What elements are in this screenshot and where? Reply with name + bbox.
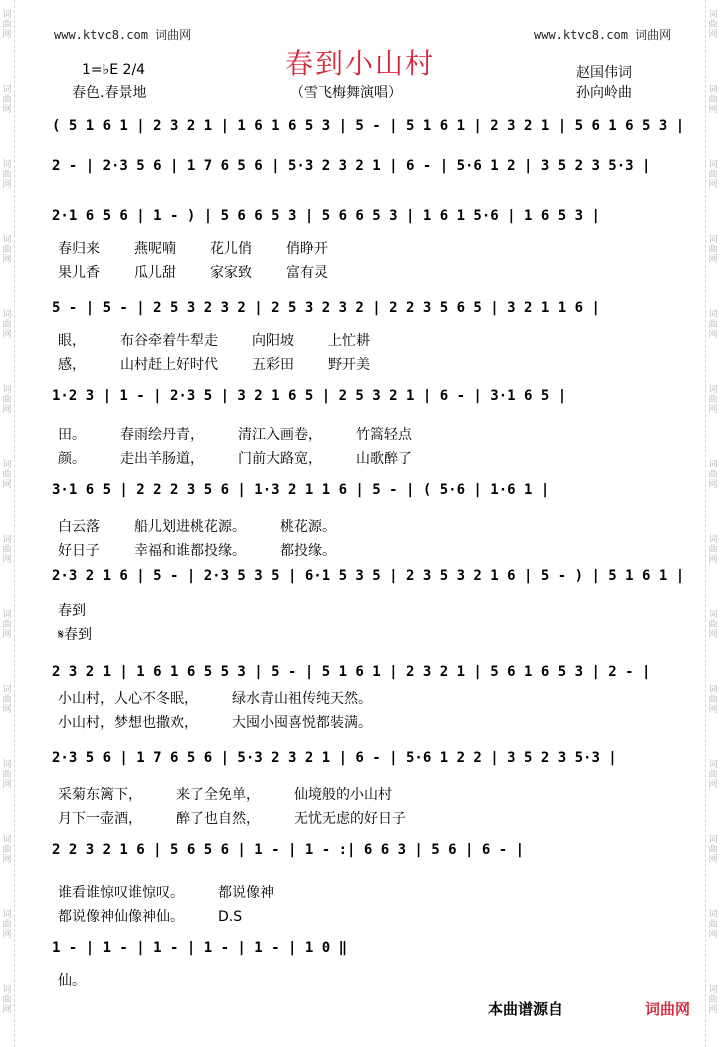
notation-row: 2·3 2 1 6 | 5 - | 2·3 5 3 5 | 6·1 5 3 5 | 2 3 5 3 2 1 6 | 5 - ) | 5 1 6 1 | bbox=[52, 568, 685, 584]
lyric-phrase: 仙。 bbox=[58, 973, 86, 989]
lyric-phrase: 竹篙轻点 bbox=[356, 427, 412, 443]
watermark-text: 词 曲 网 bbox=[708, 160, 718, 190]
lyric-row bbox=[58, 540, 658, 560]
lyric-phrase: 走出羊肠道， bbox=[120, 451, 204, 467]
lyric-row bbox=[58, 448, 658, 468]
lyric-phrase: 感， bbox=[58, 357, 86, 373]
lyric-row bbox=[58, 970, 658, 990]
lyric-phrase: 颜。 bbox=[58, 451, 86, 467]
lyric-row bbox=[58, 906, 658, 926]
lyric-phrase: 桃花源。 bbox=[280, 519, 336, 535]
notation-row: 3·1 6 5 | 2 2 2 3 5 6 | 1·3 2 1 1 6 | 5 - | ( 5·6 | 1·6 1 | bbox=[52, 482, 550, 498]
header-right bbox=[534, 26, 671, 43]
watermark-text: 词 曲 网 bbox=[708, 685, 718, 715]
lyric-phrase: 五彩田 bbox=[252, 357, 294, 373]
watermark-text: 词 曲 网 bbox=[2, 985, 12, 1015]
lyric-phrase: D.S bbox=[218, 909, 243, 925]
watermark-text: 词 曲 网 bbox=[2, 385, 12, 415]
lyric-row bbox=[58, 424, 658, 444]
lyric-phrase: 都说像神仙像神仙。 bbox=[58, 909, 184, 925]
watermark-text: 词 曲 网 bbox=[2, 685, 12, 715]
watermark-text: 词 曲 网 bbox=[708, 460, 718, 490]
lyric-phrase: 花儿俏 bbox=[210, 241, 252, 257]
lyric-row bbox=[58, 262, 658, 282]
lyric-phrase: 向阳坡 bbox=[252, 333, 294, 349]
lyric-phrase: 春归来 bbox=[58, 241, 100, 257]
notation-row: 5 - | 5 - | 2 5 3 2 3 2 | 2 5 3 2 3 2 | 2 2 3 5 6 5 | 3 2 1 1 6 | bbox=[52, 300, 600, 316]
watermark-text: 词 曲 网 bbox=[708, 235, 718, 265]
watermark-text: 词 曲 网 bbox=[2, 535, 12, 565]
notation-row: 1 - | 1 - | 1 - | 1 - | 1 - | 1 0 ‖ bbox=[52, 940, 348, 956]
watermark-text: 词 曲 网 bbox=[708, 310, 718, 340]
watermark-text: 词 曲 网 bbox=[2, 910, 12, 940]
lyric-phrase: 采菊东篱下， bbox=[58, 787, 142, 803]
lyric-phrase: 布谷牵着牛犁走 bbox=[120, 333, 218, 349]
watermark-text: 词 曲 网 bbox=[708, 835, 718, 865]
lyric-phrase: 瓜儿甜 bbox=[134, 265, 176, 281]
site-name-right: 词曲网 bbox=[635, 28, 672, 42]
lyric-row bbox=[58, 808, 658, 828]
lyric-phrase: 月下一壶酒， bbox=[58, 811, 142, 827]
lyric-phrase: 果儿香 bbox=[58, 265, 100, 281]
lyric-phrase: 船儿划进桃花源。 bbox=[134, 519, 246, 535]
watermark-text: 词 曲 网 bbox=[708, 610, 718, 640]
watermark-text: 词 曲 网 bbox=[2, 235, 12, 265]
header-left bbox=[54, 26, 191, 43]
watermark-text: 词 曲 网 bbox=[2, 85, 12, 115]
site-name-left: 词曲网 bbox=[155, 28, 192, 42]
watermark-text: 词 曲 网 bbox=[708, 535, 718, 565]
lyric-row bbox=[58, 354, 658, 374]
watermark-text: 词 曲 网 bbox=[708, 760, 718, 790]
lyric-phrase: 都投缘。 bbox=[280, 543, 336, 559]
watermark-text: 词 曲 网 bbox=[708, 85, 718, 115]
lyric-phrase: 燕呢喃 bbox=[134, 241, 176, 257]
watermark-text: 词 曲 网 bbox=[708, 10, 718, 40]
lyric-phrase: 家家致 bbox=[210, 265, 252, 281]
song-style: 春色.春景地 bbox=[72, 85, 147, 101]
watermark-text: 词 曲 网 bbox=[2, 310, 12, 340]
song-title: 春到小山村 bbox=[284, 47, 435, 80]
watermark-text: 词 曲 网 bbox=[708, 985, 718, 1015]
lyric-phrase: 大囤小囤喜悦都装满。 bbox=[232, 715, 372, 731]
lyric-phrase: 门前大路宽， bbox=[238, 451, 322, 467]
lyric-row bbox=[58, 882, 658, 902]
lyric-phrase: 绿水青山祖传纯天然。 bbox=[232, 691, 372, 707]
notation-row: 2·3 5 6 | 1 7 6 5 6 | 5·3 2 3 2 1 | 6 - | 5·6 1 2 2 | 3 5 2 3 5·3 | bbox=[52, 750, 617, 766]
notation-row: 2 2 3 2 1 6 | 5 6 5 6 | 1 - | 1 - :| 6 6 3 | 5 6 | 6 - | bbox=[52, 842, 525, 858]
lyric-phrase: 白云落 bbox=[58, 519, 100, 535]
site-url-right[interactable]: www.ktvc8.com bbox=[534, 28, 628, 42]
lyric-row bbox=[58, 712, 658, 732]
lyric-phrase: 好日子 bbox=[58, 543, 100, 559]
lyric-row bbox=[58, 600, 658, 620]
lyric-phrase: 春雨绘丹青， bbox=[120, 427, 204, 443]
notation-row: ( 5 1 6 1 | 2 3 2 1 | 1 6 1 6 5 3 | 5 - | 5 1 6 1 | 2 3 2 1 | 5 6 1 6 5 3 | bbox=[52, 118, 685, 134]
lyric-phrase: 清江入画卷， bbox=[238, 427, 322, 443]
lyric-phrase: 上忙耕 bbox=[328, 333, 370, 349]
watermark-text: 词 曲 网 bbox=[2, 610, 12, 640]
lyric-row bbox=[58, 238, 658, 258]
performer: （雪飞梅舞演唱） bbox=[290, 85, 402, 101]
notation-row: 1·2 3 | 1 - | 2·3 5 | 3 2 1 6 5 | 2 5 3 2 1 | 6 - | 3·1 6 5 | bbox=[52, 388, 567, 404]
watermark-text: 词 曲 网 bbox=[708, 910, 718, 940]
lyric-row bbox=[58, 624, 658, 644]
site-url-left[interactable]: www.ktvc8.com bbox=[54, 28, 148, 42]
notation-row: 2 3 2 1 | 1 6 1 6 5 5 3 | 5 - | 5 1 6 1 | 2 3 2 1 | 5 6 1 6 5 3 | 2 - | bbox=[52, 664, 651, 680]
watermark-text: 词 曲 网 bbox=[2, 835, 12, 865]
lyric-phrase: 山村赶上好时代 bbox=[120, 357, 218, 373]
watermark-text: 词 曲 网 bbox=[2, 160, 12, 190]
key-signature: 1=♭E 2/4 bbox=[82, 62, 146, 78]
lyric-phrase: 小山村，梦想也撒欢， bbox=[58, 715, 198, 731]
lyric-phrase: 醉了也自然， bbox=[176, 811, 260, 827]
source-note: 本曲谱源自 bbox=[488, 1000, 564, 1018]
lyric-phrase: 眼， bbox=[58, 333, 86, 349]
lyric-phrase: 富有灵 bbox=[286, 265, 328, 281]
lyricist: 赵国伟词 bbox=[576, 65, 632, 81]
lyric-phrase: 来了全免单， bbox=[176, 787, 260, 803]
lyric-phrase: 无忧无虑的好日子 bbox=[294, 811, 406, 827]
lyric-phrase: 俏睁开 bbox=[286, 241, 328, 257]
lyric-phrase: 春到 bbox=[58, 603, 86, 619]
watermark-text: 词 曲 网 bbox=[2, 10, 12, 40]
watermark-text: 词 曲 网 bbox=[2, 760, 12, 790]
lyric-phrase: 野开美 bbox=[328, 357, 370, 373]
lyric-phrase: 幸福和谁都投缘。 bbox=[134, 543, 246, 559]
composer: 孙向岭曲 bbox=[576, 85, 632, 101]
lyric-phrase: 田。 bbox=[58, 427, 86, 443]
left-watermark-strip bbox=[0, 0, 15, 1047]
lyric-phrase: 都说像神 bbox=[218, 885, 274, 901]
lyric-row bbox=[58, 784, 658, 804]
notation-row: 2·1 6 5 6 | 1 - ) | 5 6 6 5 3 | 5 6 6 5 3 | 1 6 1 5·6 | 1 6 5 3 | bbox=[52, 208, 600, 224]
lyric-phrase: 仙境般的小山村 bbox=[294, 787, 392, 803]
lyric-row bbox=[58, 688, 658, 708]
watermark-text: 词 曲 网 bbox=[2, 460, 12, 490]
lyric-row bbox=[58, 330, 658, 350]
right-watermark-strip bbox=[705, 0, 720, 1047]
lyric-phrase: 山歌醉了 bbox=[356, 451, 412, 467]
lyric-phrase: 小山村，人心不冬眠， bbox=[58, 691, 198, 707]
watermark-text: 词 曲 网 bbox=[708, 385, 718, 415]
lyric-row bbox=[58, 516, 658, 536]
lyric-phrase: 谁看谁惊叹谁惊叹。 bbox=[58, 885, 184, 901]
brand-logo[interactable]: 词曲网 bbox=[644, 1000, 690, 1018]
lyric-phrase: 𝄋春到 bbox=[58, 627, 93, 643]
notation-row: 2 - | 2·3 5 6 | 1 7 6 5 6 | 5·3 2 3 2 1 | 6 - | 5·6 1 2 | 3 5 2 3 5·3 | bbox=[52, 158, 651, 174]
